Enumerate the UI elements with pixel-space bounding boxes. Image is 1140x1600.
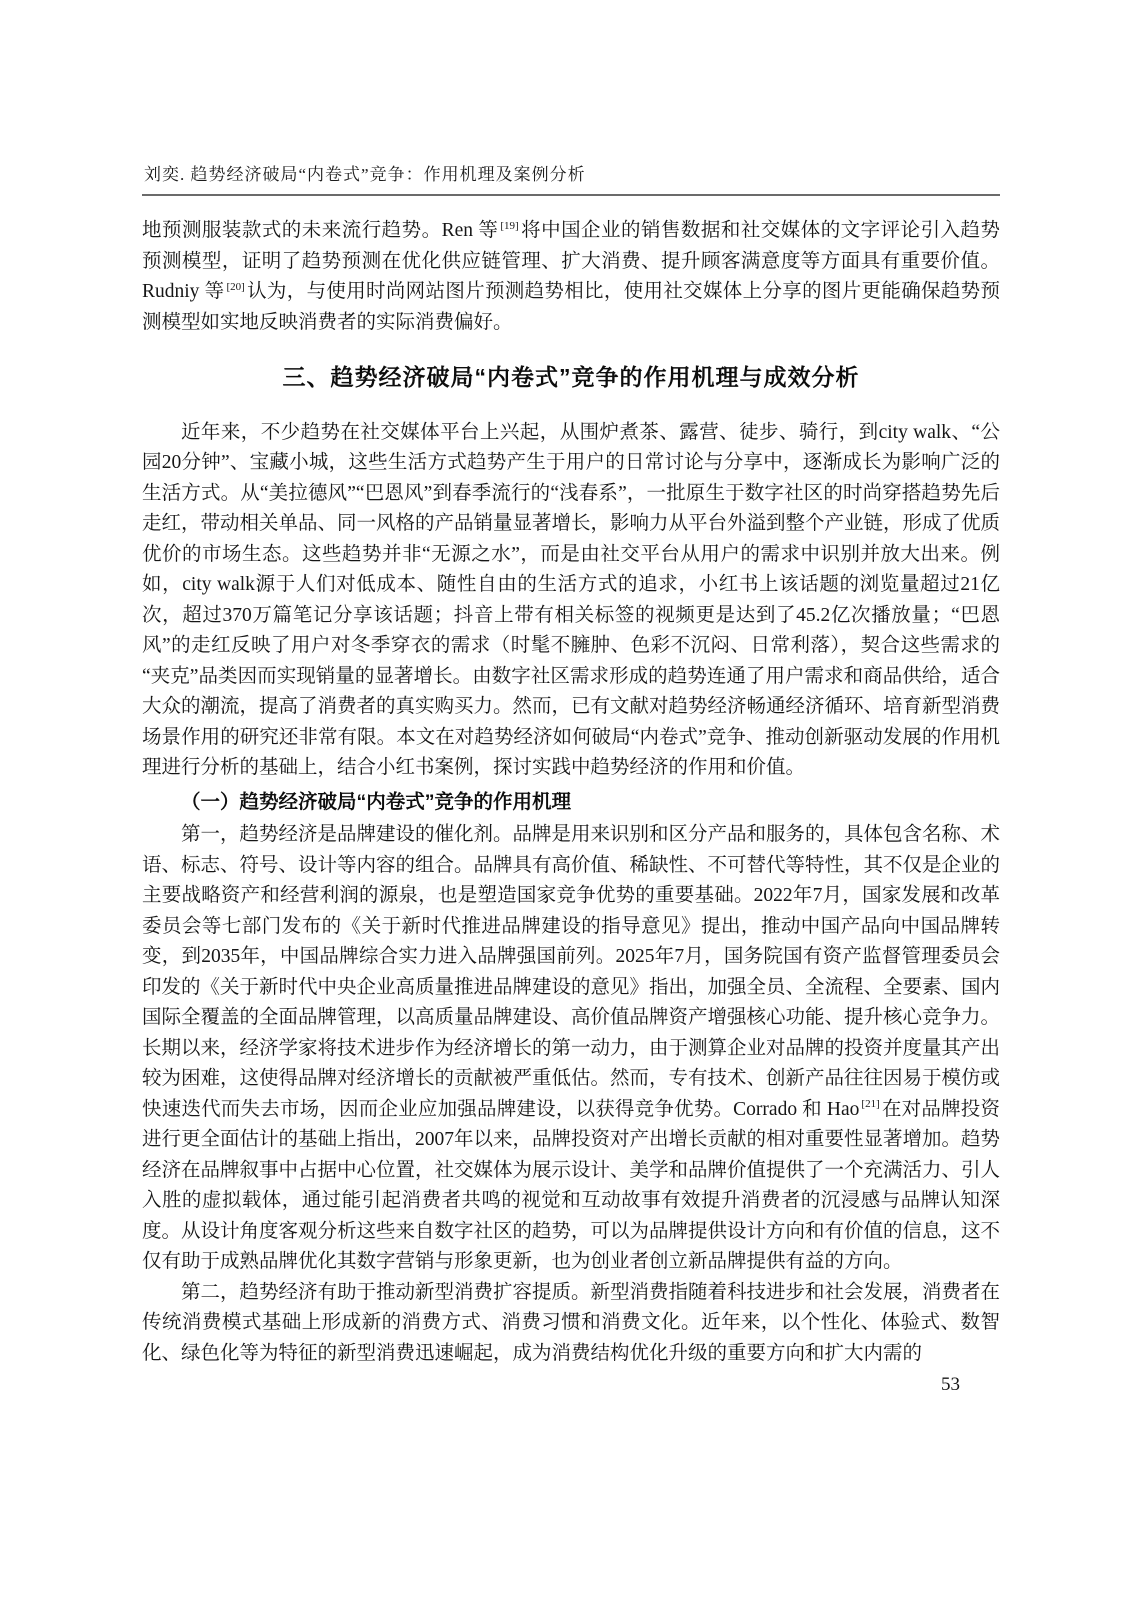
page-number: 53 [941,1374,960,1395]
paragraph-text: 第一，趋势经济是品牌建设的催化剂。品牌是用来识别和区分产品和服务的，具体包含名称、术语、标志、符号、设计等内容的组合。品牌具有高价值、稀缺性、不可替代等特性，其不仅是企业的主要战略资产和经营利润的源泉，也是塑造国家竞争优势的重要基础。2022年7月，国家发展和改革委员会等七部门发布的《关于新时代推进品牌建设的指导意见》提出，推动中国产品向中国品牌转变，到2035年，中国品牌综合实力进入品牌强国前列。2025年7月，国务院国有资产监督管理委员会印发的《关于新时代中央企业高质量推进品牌建设的意见》指出，加强全员、全流程、全要素、国内国际全覆盖的全面品牌管理，以高质量品牌建设、高价值品牌资产增强核心功能、提升核心竞争力。长期以来，经济学家将技术进步作为经济增长的第一动力，由于测算企业对品牌的投资并度量其产出较为困难，这使得品牌对经济增长的贡献被严重低估。然而，专有技术、创新产品往往因易于模仿或快速迭代而失去市场，因而企业应加强品牌建设，以获得竞争优势。Corrado 和 Hao [142,824,1001,1120]
continued-paragraph [142,216,1000,338]
citation-ref-21: [21] [861,1098,880,1110]
header-rule [142,194,1000,196]
paragraph-trends-overview: 近年来，不少趋势在社交媒体平台上兴起，从围炉煮茶、露营、徒步、骑行，到city walk、“公园20分钟”、宝藏小城，这些生活方式趋势产生于用户的日常讨论与分享中，逐渐成长为影响广泛的生活方式。从“美拉德风”“巴恩风”到春季流行的“浅春系”，一批原生于数字社区的时尚穿搭趋势先后走红，带动相关单品、同一风格的产品销量显著增长，影响力从平台外溢到整个产业链，形成了优质优价的市场生态。这些趋势并非“无源之水”，而是由社交平台从用户的需求中识别并放大出来。例如，city walk源于人们对低成本、随性自由的生活方式的追求，小红书上该话题的浏览量超过21亿次，超过370万篇笔记分享该话题；抖音上带有相关标签的视频更是达到了45.2亿次播放量；“巴恩风”的走红反映了用户对冬季穿衣的需求（时髦不臃肿、色彩不沉闷、日常利落），契合这些需求的“夹克”品类因而实现销量的显著增长。由数字社区需求形成的趋势连通了用户需求和商品供给，适合大众的潮流，提高了消费者的真实购买力。然而，已有文献对趋势经济畅通经济循环、培育新型消费场景作用的研究还非常有限。本文在对趋势经济如何破局“内卷式”竞争、推动创新驱动发展的作用机理进行分析的基础上，结合小红书案例，探讨实践中趋势经济的作用和价值。 [142,421,1001,778]
paragraph-text: 地预测服装款式的未来流行趋势。Ren 等 [142,220,499,241]
section-heading: 三、趋势经济破局“内卷式”竞争的作用机理与成效分析 [282,364,860,390]
paragraph-second-mechanism: 第二，趋势经济有助于推动新型消费扩容提质。新型消费指随着科技进步和社会发展，消费者在传统消费模式基础上形成新的消费方式、消费习惯和消费文化。近年来，以个性化、体验式、数智化、绿色化等为特征的新型消费迅速崛起，成为消费结构优化升级的重要方向和扩大内需的 [142,1281,1001,1364]
citation-ref-20: [20] [226,280,245,293]
paragraph-text: 将中国企业的销售数据和社交媒体的文字评论引入趋势预测模型，证明了趋势预测在优化供应链管理、扩大消费、提升顾客满意度等方面具有重要价值。Rudniy 等 [142,220,1000,302]
paragraph-first-mechanism [142,820,1000,1278]
paragraph-text: 认为，与使用时尚网站图片预测趋势相比，使用社交媒体上分享的图片更能确保趋势预测模型如实地反映消费者的实际消费偏好。 [142,281,1000,333]
citation-ref-19: [19] [500,219,519,232]
article-body [142,216,1000,1369]
subsection-heading: （一）趋势经济破局“内卷式”竞争的作用机理 [181,790,572,813]
running-header: 刘奕. 趋势经济破局“内卷式”竞争：作用机理及案例分析 [144,165,586,184]
paragraph-text: 在对品牌投资进行更全面估计的基础上指出，2007年以来，品牌投资对产出增长贡献的相对重要性显著增加。趋势经济在品牌叙事中占据中心位置，社交媒体为展示设计、美学和品牌价值提供了一个充满活力、引人入胜的虚拟载体，通过能引起消费者共鸣的视觉和互动故事有效提升消费者的沉浸感与品牌认知深度。从设计角度客观分析这些来自数字社区的趋势，可以为品牌提供设计方向和有价值的信息，这不仅有助于成熟品牌优化其数字营销与形象更新，也为创业者创立新品牌提供有益的方向。 [142,1098,1001,1272]
